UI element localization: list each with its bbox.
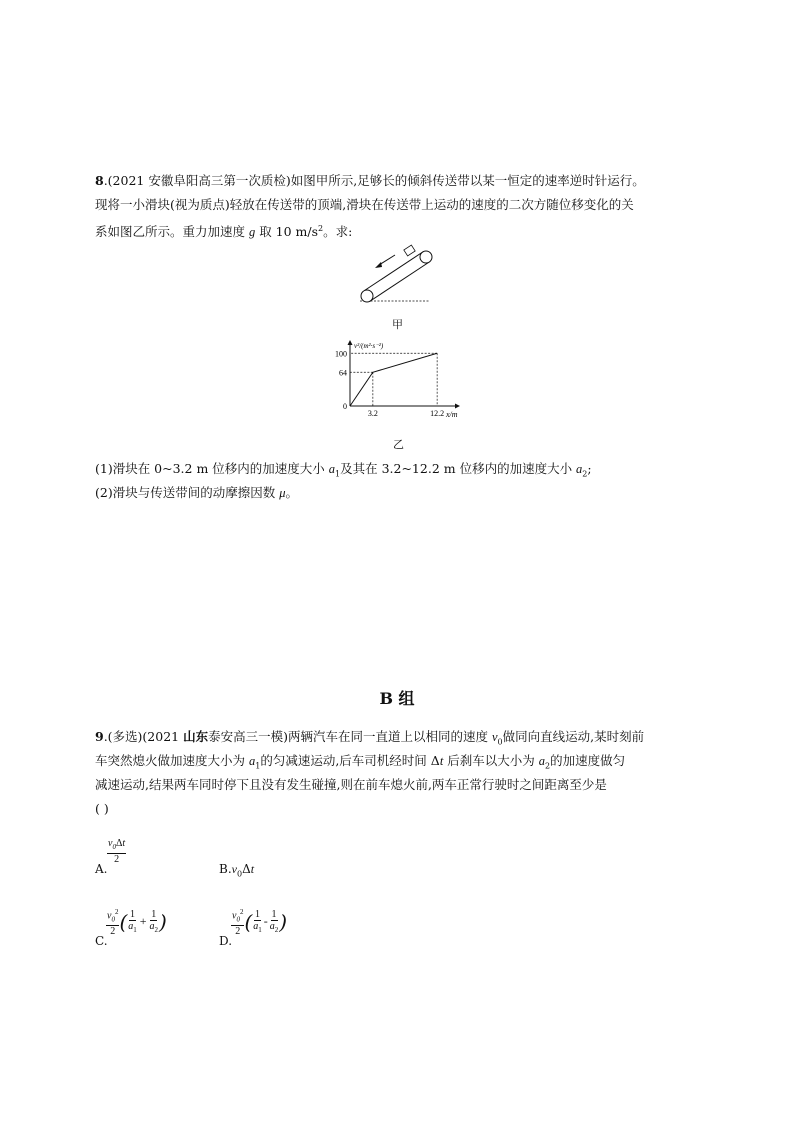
subscript-0: 0 <box>497 737 503 747</box>
q8-subquestion-1 <box>95 459 705 485</box>
q9-text-2c: 后刹车以大小为 <box>443 753 539 768</box>
q9-text-1a: .(多选)(2021 <box>103 729 184 744</box>
q8-text-3a: 系如图乙所示。重力加速度 <box>95 224 249 240</box>
q8-line-3 <box>95 219 705 242</box>
subscript-2: 2 <box>545 761 551 771</box>
option-a-label[interactable]: A. <box>95 862 108 876</box>
figure-jia-conveyor-belt <box>355 243 439 308</box>
q9-text-1b: 泰安高三一模)两辆汽车在同一直道上以相同的速度 <box>208 729 492 744</box>
option-c-expression: $\frac{v_0^2}{2}$ ( $\frac{1}{a_1}$ + $\frac{1}{a_2}$ ) <box>107 908 167 938</box>
option-d-label[interactable]: D. <box>219 934 233 948</box>
option-d-expression: $\frac{v_0^2}{2}$ ( $\frac{1}{a_1}$ - $\frac{1}{a_2}$ ) <box>232 908 288 938</box>
option-b[interactable]: $B.v_0\Delta t$ <box>219 862 255 879</box>
q9-line-3: 减速运动,结果两车同时停下且没有发生碰撞,则在前车熄火前,两车正常行驶时之间距离至少是 <box>95 777 607 792</box>
q8-line-2: 现将一小滑块(视为质点)轻放在传送带的顶端,滑块在传送带上运动的速度的二次方随位移变化的关 <box>95 197 634 212</box>
x-axis-label: x/m <box>446 410 458 419</box>
symbol-mu: μ <box>279 486 286 500</box>
superscript-2: 2 <box>318 224 324 233</box>
q9-answer-blank: ( ) <box>95 801 109 816</box>
q9-number: 9 <box>95 729 104 744</box>
x-axis-arrow <box>455 404 460 409</box>
q9-text-2b: 的匀减速运动,后车司机经时间 Δ <box>260 753 440 768</box>
q9-text-1-bold: 山东 <box>183 729 209 744</box>
figure-yi-caption: 乙 <box>393 438 404 451</box>
q8-text-3c: 。求: <box>323 224 353 240</box>
figure-jia-caption: 甲 <box>392 318 403 331</box>
q9-text-1c: 做同向直线运动,某时刻前 <box>502 729 645 744</box>
q8-number: 8 <box>95 173 104 188</box>
q9-line-1 <box>95 727 705 753</box>
y-tick-label: 100 <box>335 349 347 359</box>
symbol-v0: v <box>491 730 498 744</box>
symbol-g: g <box>248 225 256 240</box>
symbol-t: t <box>439 754 444 768</box>
series-line <box>350 353 437 406</box>
q9-line-2 <box>95 751 705 777</box>
q8-subquestion-2 <box>95 483 705 503</box>
option-b-label: B. <box>219 862 232 876</box>
option-c-label[interactable]: C. <box>95 934 108 948</box>
x-tick-label: 3.2 <box>367 409 378 418</box>
y-axis-arrow <box>348 340 353 345</box>
q8-sub2-text-b: 。 <box>285 485 298 500</box>
y-tick-label: 64 <box>339 368 347 378</box>
symbol-a2: a <box>576 462 583 476</box>
figure-yi-chart <box>325 338 465 428</box>
q9-text-2d: 的加速度做匀 <box>550 753 626 768</box>
symbol-a1: a <box>328 462 336 476</box>
q8-text-1: .(2021 安徽阜阳高三第一次质检)如图甲所示,足够长的倾斜传送带以某一恒定的速率逆时针运行。 <box>103 173 645 188</box>
subscript-1: 1 <box>335 469 341 479</box>
x-tick-label: 12.2 <box>430 409 445 418</box>
subscript-2: 2 <box>582 469 588 479</box>
q8-text-3b: 取 10 m/s <box>255 224 319 240</box>
q8-sub2-text-a: (2)滑块与传送带间的动摩擦因数 <box>95 485 280 500</box>
origin-label: 0 <box>343 402 347 411</box>
option-a-expression <box>107 838 126 865</box>
q8-sub1-text-b: 及其在 3.2~12.2 m 位移内的加速度大小 <box>340 461 577 476</box>
fraction: $\frac{v_0\Delta t}{2}$ <box>108 838 126 865</box>
q9-text-2a: 车突然熄火做加速度大小为 <box>95 753 249 768</box>
q8-sub1-text-a: (1)滑块在 0~3.2 m 位移内的加速度大小 <box>95 461 329 476</box>
y-axis-label: v²/(m²·s⁻²) <box>354 342 384 350</box>
q8-line-1 <box>95 171 705 191</box>
symbol-a1: a <box>248 754 256 768</box>
subscript-1: 1 <box>255 761 261 771</box>
symbol-a2: a <box>538 754 545 768</box>
q8-sub1-text-c: ; <box>587 461 592 476</box>
section-b-title: B 组 <box>379 689 415 708</box>
